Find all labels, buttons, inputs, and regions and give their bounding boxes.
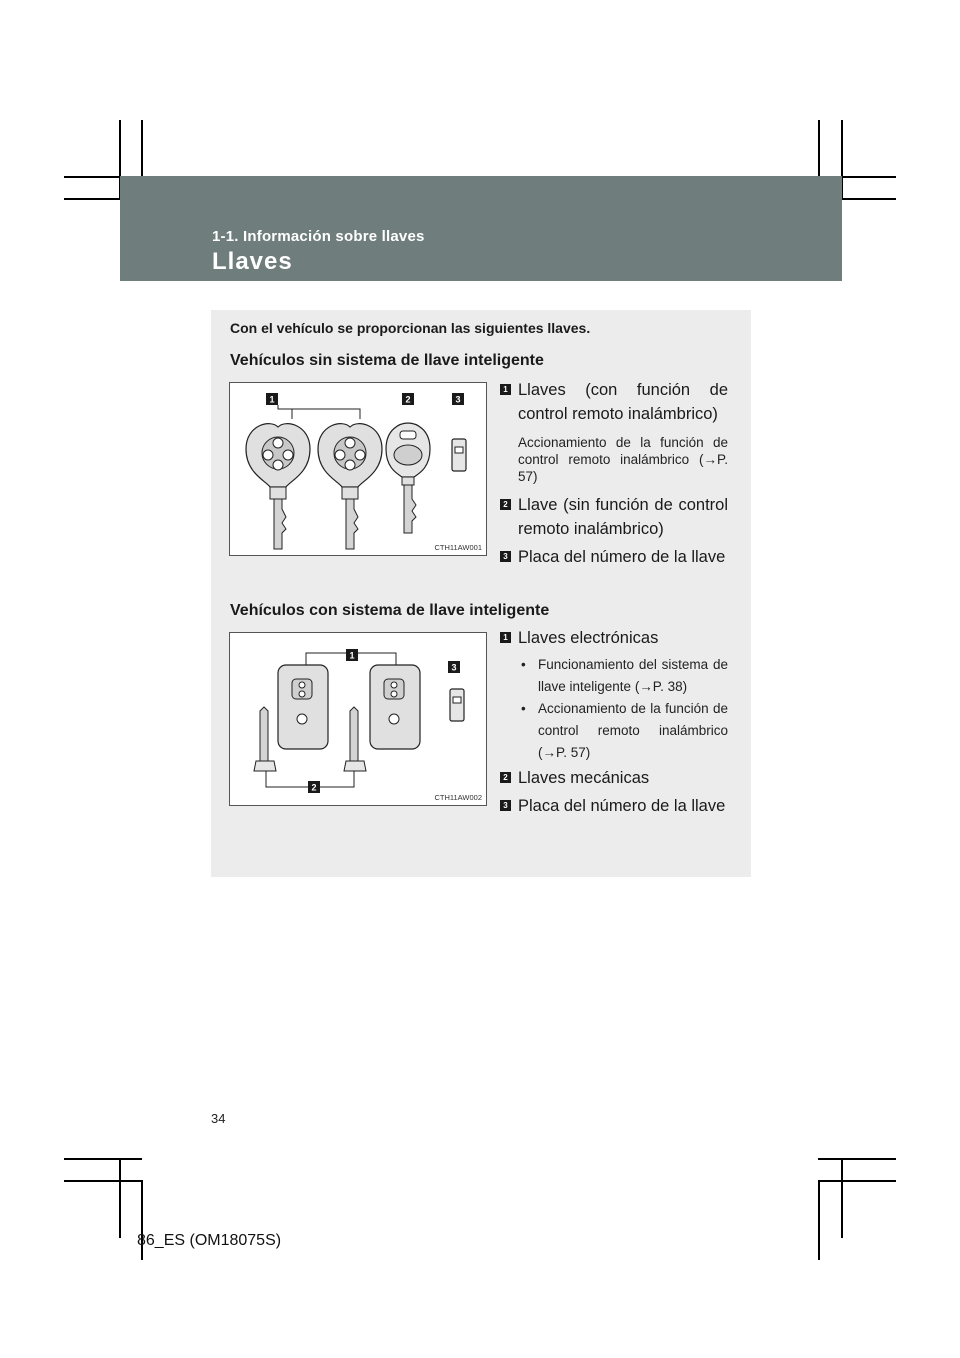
- group-title: Vehículos con sistema de llave inteligente: [230, 602, 550, 619]
- mechanical-key-icon: [344, 707, 366, 771]
- figure-badge: 1: [269, 394, 275, 405]
- section-subtitle: 1-1. Información sobre llaves: [212, 228, 425, 245]
- keys-illustration: [230, 383, 486, 555]
- figure-badge: 2: [405, 394, 411, 405]
- item-list: [500, 378, 728, 569]
- item-list: [500, 626, 728, 818]
- crop-mark: [818, 1180, 820, 1260]
- bullet-text: Funcionamiento del sistema de llave inteligente (→P. 38): [538, 657, 728, 694]
- item-text: Llaves mecánicas: [518, 769, 650, 787]
- key-number-plate-icon: [450, 689, 464, 721]
- crop-mark: [841, 1158, 843, 1238]
- list-item: [500, 378, 728, 426]
- item-number-badge: 2: [500, 499, 511, 510]
- figure-badge: 1: [349, 650, 355, 661]
- figure-code: CTH11AW002: [434, 793, 482, 802]
- figure-smart-keys: [229, 632, 487, 806]
- item-number-badge: 2: [500, 772, 511, 783]
- crop-mark: [64, 1180, 142, 1182]
- item-number-badge: 3: [500, 800, 511, 811]
- electronic-key-icon: [370, 665, 420, 749]
- crop-mark: [818, 1180, 896, 1182]
- remote-key-icon: [246, 424, 310, 549]
- figure-badge: 3: [455, 394, 461, 405]
- crop-mark: [818, 1158, 896, 1160]
- page-title: Llaves: [212, 248, 293, 275]
- item-text: Placa del número de la llave: [518, 548, 726, 566]
- intro-text: Con el vehículo se proporcionan las siguientes llaves.: [230, 320, 591, 336]
- electronic-key-icon: [278, 665, 328, 749]
- list-item: [500, 493, 728, 541]
- crop-mark: [64, 1158, 142, 1160]
- list-item: [500, 626, 728, 650]
- document-code: 86_ES (OM18075S): [137, 1232, 282, 1249]
- list-bullet: [500, 654, 728, 698]
- list-item: [500, 766, 728, 790]
- group-title: Vehículos sin sistema de llave inteligente: [230, 352, 544, 369]
- page-number: 34: [211, 1111, 226, 1126]
- item-text: Placa del número de la llave: [518, 797, 726, 815]
- item-note: Accionamiento de la función de control remoto inalámbrico (→P. 57): [518, 435, 728, 484]
- figure-badge: 2: [311, 782, 317, 793]
- item-number-badge: 3: [500, 551, 511, 562]
- section-header: [120, 176, 842, 281]
- list-bullet: [500, 698, 728, 764]
- mechanical-key-icon: [386, 423, 430, 533]
- item-number-badge: 1: [500, 632, 511, 643]
- bullet-dot-icon: •: [521, 657, 526, 672]
- item-text: Llave (sin función de control remoto inalámbrico): [518, 496, 728, 538]
- bullet-text: Accionamiento de la función de control remoto inalámbrico (→P. 57): [538, 701, 728, 760]
- list-item: [500, 794, 728, 818]
- mechanical-key-icon: [254, 707, 276, 771]
- crop-mark: [119, 1158, 121, 1238]
- item-text: Llaves (con función de control remoto inalámbrico): [518, 381, 728, 423]
- remote-key-icon: [318, 424, 382, 549]
- figure-code: CTH11AW001: [434, 543, 482, 552]
- item-number-badge: 1: [500, 384, 511, 395]
- list-item: [500, 545, 728, 569]
- item-text: Llaves electrónicas: [518, 629, 659, 647]
- keys-illustration: [230, 633, 486, 805]
- bullet-dot-icon: •: [521, 701, 526, 716]
- figure-badge: 3: [451, 662, 457, 673]
- figure-conventional-keys: [229, 382, 487, 556]
- key-number-plate-icon: [452, 439, 466, 471]
- content-panel: [211, 310, 751, 877]
